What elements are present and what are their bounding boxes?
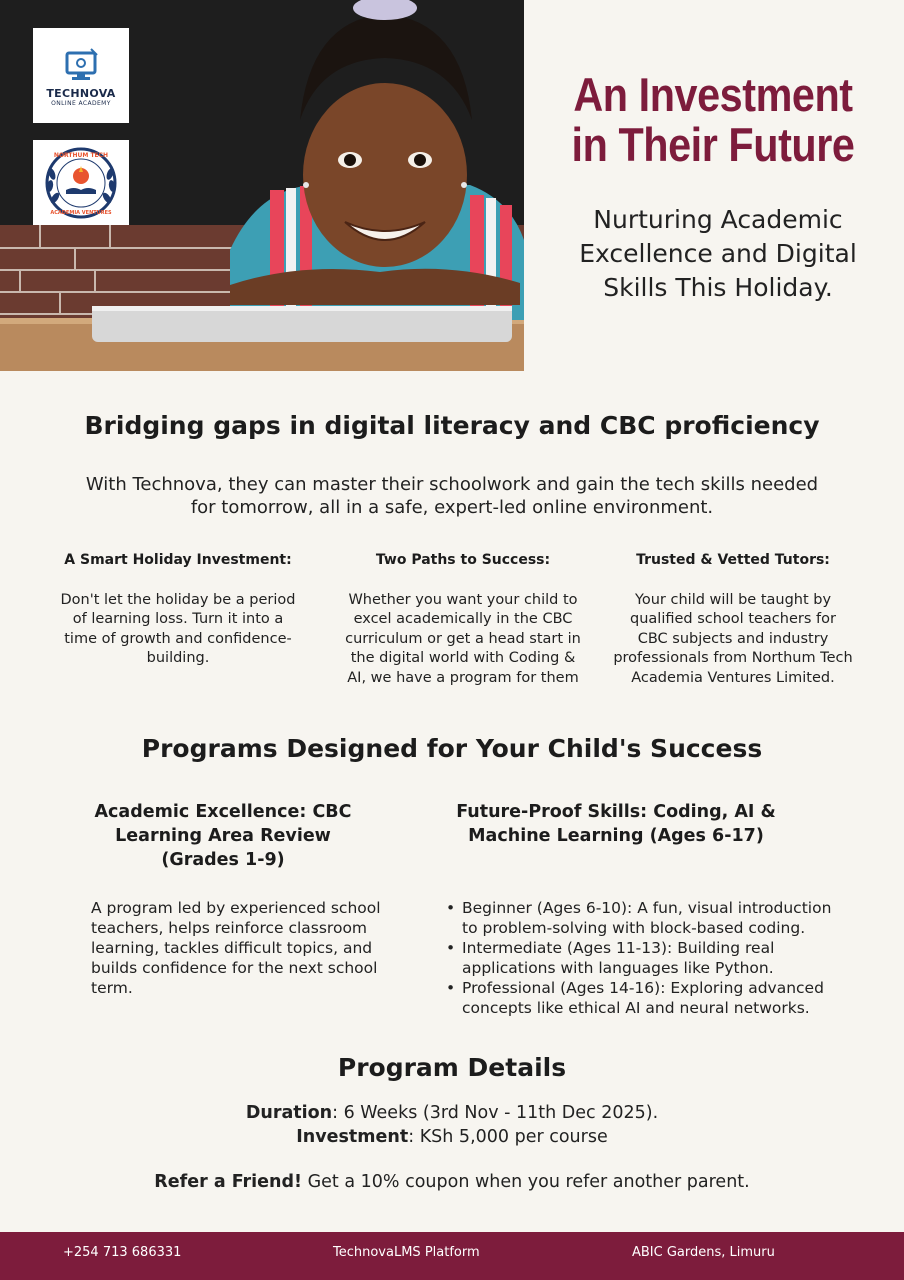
future-skills-level-list: [446, 898, 846, 1018]
benefit-body: Your child will be taught by qualified school teachers for CBC subjects and industry professionals from Northum Tech Academia Ventures Limited.: [613, 592, 853, 686]
list-item: • Intermediate (Ages 11-13): Building real applications with languages like Python.: [446, 938, 846, 978]
northum-logo-top-text: NORTHUM TECH: [53, 151, 109, 159]
list-item: • Beginner (Ages 6-10): A fun, visual introduction to problem-solving with block-based coding.: [446, 898, 846, 938]
northum-logo: [33, 140, 129, 225]
hero-subtitle: Nurturing Academic Excellence and Digital Skills This Holiday.: [579, 205, 857, 302]
laurel-seal-icon: [40, 144, 122, 222]
benefit-body: Don't let the holiday be a period of learning loss. Turn it into a time of growth and confidence-building.: [60, 592, 296, 667]
technova-logo: [33, 28, 129, 123]
referral-value: Get a 10% coupon when you refer another parent.: [302, 1172, 750, 1192]
academic-program-description: A program led by experienced school teachers, helps reinforce classroom learning, tackles difficult topics, and builds confidence for the next school term.: [91, 899, 381, 997]
computer-monitor-icon: [61, 45, 101, 85]
investment-line: [0, 1125, 904, 1149]
technova-logo-tagline: ONLINE ACADEMY: [51, 99, 111, 107]
duration-value: : 6 Weeks (3rd Nov - 11th Dec 2025).: [332, 1103, 659, 1123]
referral-line: [0, 1170, 904, 1194]
investment-value: : KSh 5,000 per course: [408, 1127, 608, 1147]
footer-address: ABIC Gardens, Limuru: [632, 1245, 775, 1260]
duration-label: Duration: [245, 1103, 333, 1123]
programs-heading: Programs Designed for Your Child's Success: [141, 734, 763, 763]
duration-line: [0, 1101, 904, 1125]
intro-paragraph: With Technova, they can master their schoolwork and gain the tech skills needed for tomorrow, all in a safe, expert-led online environment.: [85, 474, 819, 518]
hero-title: An Investment in Their Future: [571, 68, 855, 171]
benefit-column-tutors: [613, 551, 853, 688]
footer-phone[interactable]: +254 713 686331: [63, 1245, 182, 1260]
academic-program-title: Academic Excellence: CBC Learning Area Review (Grades 1-9): [94, 802, 352, 870]
future-skills-program-title: Future-Proof Skills: Coding, AI & Machine Learning (Ages 6-17): [456, 802, 776, 846]
investment-label: Investment: [296, 1127, 409, 1147]
benefit-column-smart-investment: [58, 551, 298, 669]
technova-logo-name: TECHNOVA: [46, 86, 116, 100]
footer-platform[interactable]: TechnovaLMS Platform: [333, 1245, 480, 1260]
referral-label: Refer a Friend!: [154, 1172, 303, 1192]
bridging-heading: Bridging gaps in digital literacy and CBC proficiency: [84, 411, 820, 440]
northum-logo-bottom-text: ACADEMIA VENTURES: [50, 209, 112, 216]
program-details-heading: Program Details: [337, 1053, 567, 1082]
benefit-title: Trusted & Vetted Tutors:: [636, 552, 830, 568]
benefit-column-two-paths: [343, 551, 583, 688]
footer-bar: [0, 1232, 904, 1280]
benefit-title: A Smart Holiday Investment:: [64, 552, 292, 568]
benefit-body: Whether you want your child to excel academically in the CBC curriculum or get a head start in the digital world with Coding & AI, we have a program for them: [345, 592, 581, 686]
benefit-title: Two Paths to Success:: [375, 552, 551, 568]
list-item: • Professional (Ages 14-16): Exploring advanced concepts like ethical AI and neural networks.: [446, 978, 846, 1018]
